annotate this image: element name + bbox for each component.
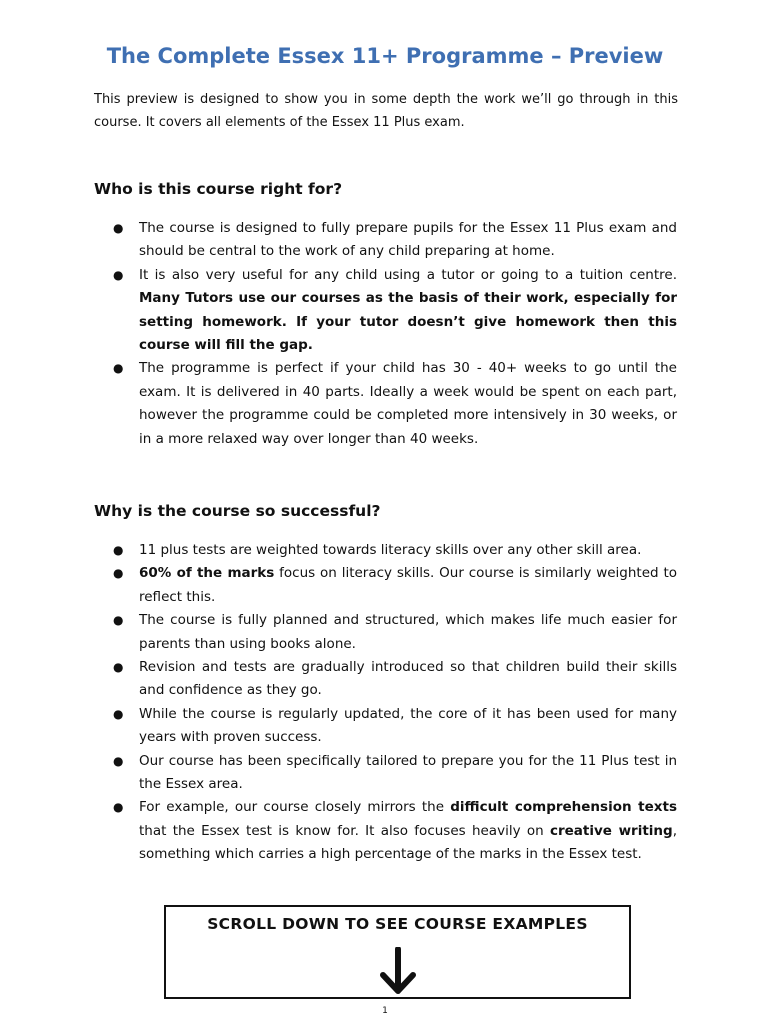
bold-text: Many Tutors use our courses as the basis of their work, especially for setting homework. If your tutor doesn’t give homework then this course will fill the gap. <box>139 290 677 354</box>
scroll-down-label: SCROLL DOWN TO SEE COURSE EXAMPLES <box>207 915 588 933</box>
page-number: 1 <box>382 1006 388 1016</box>
list-item <box>113 539 677 562</box>
scroll-down-callout <box>164 905 631 999</box>
intro-paragraph: This preview is designed to show you in some depth the work we’ll go through in this course. It covers all elements of the Essex 11 Plus exam. <box>94 92 678 130</box>
bullet-icon: ● <box>113 221 124 235</box>
list-item <box>113 609 677 656</box>
bold-text: 60% of the marks <box>139 565 275 582</box>
text: Our course has been specifically tailored to prepare you for the 11 Plus test in the Essex area. <box>139 752 677 793</box>
list-item <box>113 264 677 358</box>
text: While the course is regularly updated, the core of it has been used for many years with proven success. <box>139 705 677 746</box>
text: Revision and tests are gradually introduced so that children build their skills and confidence as they go. <box>139 659 677 699</box>
list-item <box>113 703 677 750</box>
text: It is also very useful for any child using a tutor or going to a tuition centre. <box>139 266 677 283</box>
text: focus on literacy skills. Our course is similarly weighted to reflect this. <box>139 565 677 605</box>
page-title: The Complete Essex 11+ Programme – Preview <box>106 44 664 68</box>
text: , something which carries a high percentage of the marks in the Essex test. <box>139 822 677 863</box>
bullet-icon: ● <box>113 613 124 628</box>
text: 11 plus tests are weighted towards literacy skills over any other skill area. <box>139 542 642 558</box>
bold-text: difficult comprehension texts <box>450 799 677 816</box>
bullet-icon: ● <box>113 753 124 768</box>
bold-text: creative writing <box>549 822 673 839</box>
bullet-icon: ● <box>113 267 124 282</box>
bullet-icon: ● <box>113 361 124 376</box>
bullet-icon: ● <box>113 660 124 675</box>
text: that the Essex test is know for. It also focuses heavily on <box>139 822 550 839</box>
text: The course is fully planned and structured, which makes life much easier for parents than using books alone. <box>139 612 677 652</box>
text: For example, our course closely mirrors the <box>139 799 451 816</box>
list-item <box>113 562 677 609</box>
who-bullet-list <box>113 217 677 451</box>
section-heading-who: Who is this course right for? <box>94 180 343 198</box>
list-item <box>113 217 677 264</box>
list-item <box>113 656 677 703</box>
list-item <box>113 357 677 451</box>
text: The course is designed to fully prepare pupils for the Essex 11 Plus exam and should be central to the work of any child preparing at home. <box>139 220 677 260</box>
section-heading-why: Why is the course so successful? <box>94 502 381 520</box>
down-arrow-icon <box>379 947 417 995</box>
text: The programme is perfect if your child has 30 - 40+ weeks to go until the exam. It is delivered in 40 parts. Ideally a week would be spent on each part, however the programme could be completed more intensively in 30 weeks, or in a more relaxed way over longer than 40 weeks. <box>139 360 677 447</box>
bullet-icon: ● <box>113 800 124 815</box>
bullet-icon: ● <box>113 566 124 581</box>
list-item <box>113 750 677 797</box>
list-item <box>113 796 677 866</box>
why-bullet-list <box>113 539 677 867</box>
bullet-icon: ● <box>113 706 124 721</box>
bullet-icon: ● <box>113 543 124 557</box>
